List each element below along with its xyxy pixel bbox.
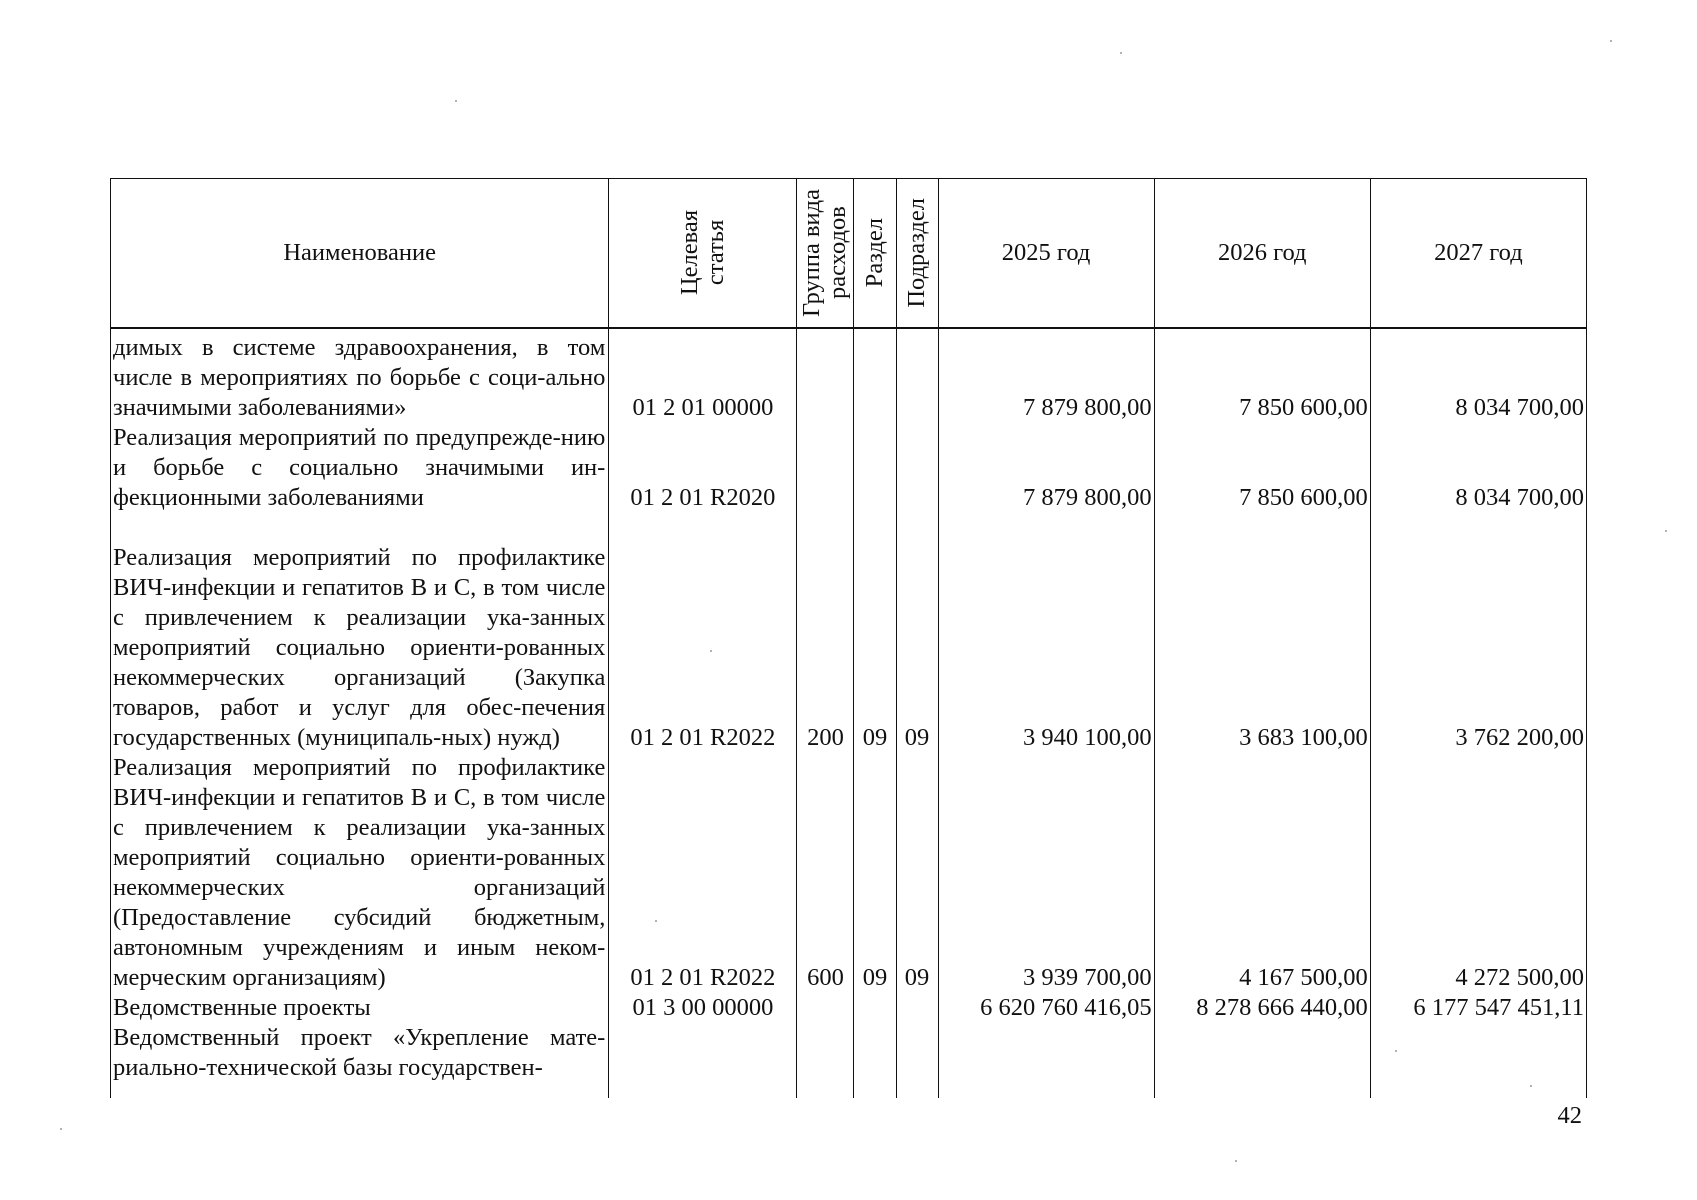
header-name-label: Наименование [283, 239, 436, 266]
scan-speck [1395, 1050, 1397, 1052]
row-value-2026: 8 278 666 440,00 [1154, 993, 1370, 1023]
row-value-2026: 4 167 500,00 [1154, 753, 1370, 993]
row-name: Ведомственный проект «Укрепление мате-риально-технической базы государствен- [111, 1023, 609, 1098]
row-target-article: 01 2 01 R2020 [609, 423, 797, 513]
row-expense-group: 600 [797, 753, 854, 993]
row-name: Реализация мероприятий по предупрежде-нию и борьбе с социально значимыми ин-фекционными заболеваниями [111, 423, 609, 513]
row-target-article: 01 3 00 00000 [609, 993, 797, 1023]
row-subsection [896, 328, 938, 423]
table-row [111, 513, 1587, 753]
scan-speck [1665, 530, 1667, 532]
scan-speck [1610, 40, 1612, 42]
header-expense-group [797, 179, 854, 329]
row-name: Ведомственные проекты [111, 993, 609, 1023]
row-value-2027: 3 762 200,00 [1370, 513, 1586, 753]
row-value-2027: 4 272 500,00 [1370, 753, 1586, 993]
row-name: димых в системе здравоохранения, в том числе в мероприятиях по борьбе с соци-ально значимыми заболеваниями» [111, 328, 609, 423]
table-row [111, 423, 1587, 513]
page-number: 42 [1557, 1102, 1582, 1129]
scan-speck [1530, 1085, 1532, 1087]
scan-speck [655, 920, 657, 922]
row-subsection [896, 993, 938, 1023]
row-target-article: 01 2 01 R2022 [609, 513, 797, 753]
row-value-2025: 7 879 800,00 [938, 423, 1154, 513]
header-section [854, 179, 896, 329]
row-value-2025: 3 939 700,00 [938, 753, 1154, 993]
row-value-2027: 6 177 547 451,11 [1370, 993, 1586, 1023]
header-name [111, 179, 609, 329]
row-expense-group [797, 993, 854, 1023]
scan-speck [1120, 52, 1122, 54]
row-expense-group [797, 1023, 854, 1098]
row-section: 09 [854, 753, 896, 993]
row-subsection [896, 423, 938, 513]
table-body [111, 328, 1587, 1098]
header-target-article-label: Целевая статья [675, 210, 729, 296]
row-subsection: 09 [896, 513, 938, 753]
table-row [111, 328, 1587, 423]
scan-speck [1235, 1160, 1237, 1162]
row-name: Реализация мероприятий по профилактике ВИЧ-инфекции и гепатитов В и С, в том числе с привлечением к реализации ука-занных мероприятий социально ориенти-рованных некоммерческих организаций (Закупка товаров, работ и услуг для обес-печения государственных (муниципаль-ных) нужд) [111, 513, 609, 753]
row-expense-group [797, 423, 854, 513]
row-value-2025: 7 879 800,00 [938, 328, 1154, 423]
header-2025-label: 2025 год [1001, 239, 1091, 266]
row-subsection [896, 1023, 938, 1098]
header-2026 [1154, 179, 1370, 329]
row-target-article [609, 1023, 797, 1098]
row-value-2026: 3 683 100,00 [1154, 513, 1370, 753]
table-row [111, 753, 1587, 993]
scan-speck [60, 1128, 62, 1130]
header-expense-group-label: Группа вида расходов [798, 188, 852, 318]
row-target-article: 01 2 01 00000 [609, 328, 797, 423]
row-value-2026: 7 850 600,00 [1154, 423, 1370, 513]
row-expense-group [797, 328, 854, 423]
row-section: 09 [854, 513, 896, 753]
row-section [854, 423, 896, 513]
scan-speck [710, 650, 712, 652]
header-subsection [896, 179, 938, 329]
table-header [111, 179, 1587, 329]
row-section [854, 993, 896, 1023]
row-expense-group: 200 [797, 513, 854, 753]
row-section [854, 1023, 896, 1098]
row-section [854, 328, 896, 423]
header-2027-label: 2027 год [1434, 239, 1523, 266]
row-name: Реализация мероприятий по профилактике ВИЧ-инфекции и гепатитов В и С, в том числе с привлечением к реализации ука-занных мероприятий социально ориенти-рованных некоммерческих организаций (Предоставление субсидий бюджетным, автономным учреждениям и иным неком-мерческим организациям) [111, 753, 609, 993]
row-value-2026 [1154, 1023, 1370, 1098]
scan-speck [455, 100, 457, 102]
table-row [111, 993, 1587, 1023]
header-section-label: Раздел [860, 218, 888, 288]
row-subsection: 09 [896, 753, 938, 993]
row-value-2025: 3 940 100,00 [938, 513, 1154, 753]
row-value-2025 [938, 1023, 1154, 1098]
header-2027 [1370, 179, 1586, 329]
header-subsection-label: Подраздел [903, 198, 930, 308]
header-target-article [609, 179, 797, 329]
budget-table [110, 178, 1587, 1098]
table-row [111, 1023, 1587, 1098]
row-value-2027: 8 034 700,00 [1370, 328, 1586, 423]
header-2026-label: 2026 год [1217, 239, 1307, 266]
row-value-2025: 6 620 760 416,05 [938, 993, 1154, 1023]
row-value-2027 [1370, 1023, 1586, 1098]
header-2025 [938, 179, 1154, 329]
row-value-2027: 8 034 700,00 [1370, 423, 1586, 513]
row-value-2026: 7 850 600,00 [1154, 328, 1370, 423]
row-target-article: 01 2 01 R2022 [609, 753, 797, 993]
